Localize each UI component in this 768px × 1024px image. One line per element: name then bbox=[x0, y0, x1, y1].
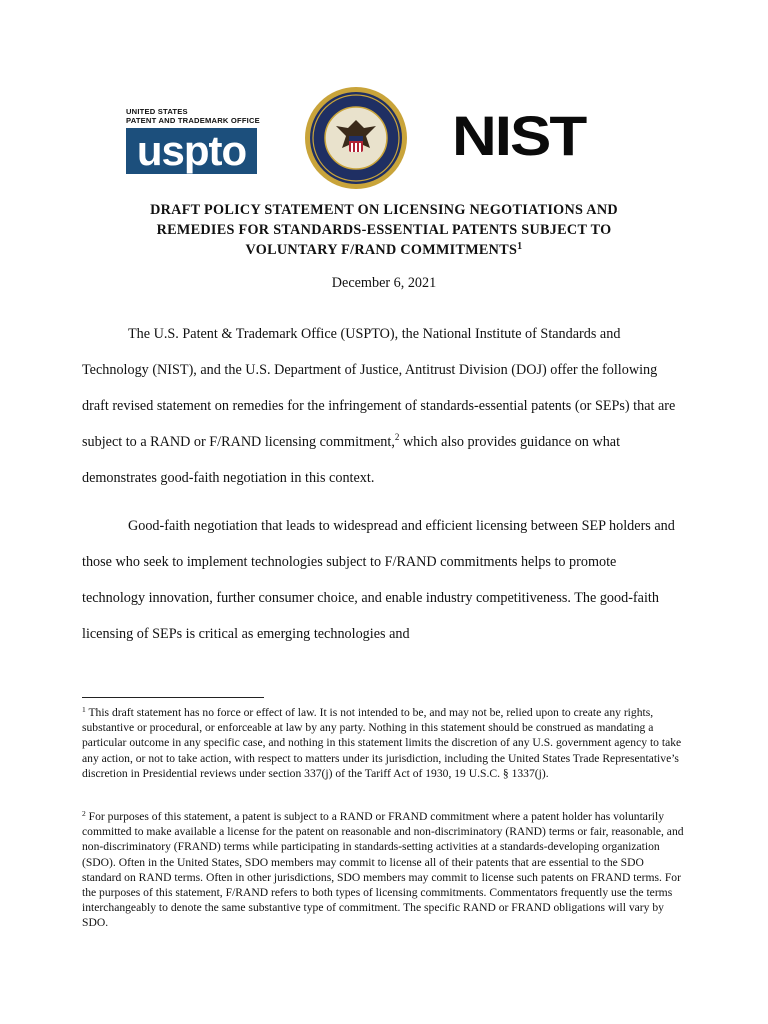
title-line bbox=[110, 240, 658, 260]
footnote-text: This draft statement has no force or effect of law. It is not intended to be, and may not be, relied upon to create any rights, substantive or procedural, or enforceable at law by any party. Nothing in this statement should be construed as mandating a particular outcome in any specific case, and nothing in this statement limits the discretion of any U.S. government agency to take any action, or not to take action, with respect to matters under its jurisdiction, including the United States Trade Representative’s discretion in Presidential reviews under section 337(j) of the Tariff Act of 1930, 19 U.S.C. § 1337(j). bbox=[82, 706, 682, 780]
footnote-1 bbox=[82, 705, 684, 781]
paragraph-1 bbox=[82, 316, 682, 496]
uspto-logo bbox=[126, 107, 258, 174]
uspto-logo-line2: PATENT AND TRADEMARK OFFICE bbox=[126, 116, 260, 125]
nist-wordmark: NIST bbox=[452, 105, 586, 168]
footnote-ref[interactable]: 1 bbox=[517, 241, 523, 252]
title-line: DRAFT POLICY STATEMENT ON LICENSING NEGOTIATIONS AND bbox=[150, 202, 618, 218]
footnote-ref[interactable]: 2 bbox=[394, 432, 400, 442]
uspto-logo-line1: UNITED STATES bbox=[126, 107, 188, 116]
title-line: REMEDIES FOR STANDARDS-ESSENTIAL PATENTS SUBJECT TO bbox=[156, 222, 612, 238]
department-of-justice-seal-icon bbox=[304, 86, 408, 190]
paragraph-1-text-cont: which also provides guidance on what demonstrates good-faith negotiation in this context. bbox=[82, 434, 621, 486]
document-title bbox=[110, 200, 658, 260]
footnote-text: For purposes of this statement, a patent is subject to a RAND or FRAND commitment where a patent holder has voluntarily committed to make available a license for the patent on reasonable and non-discriminatory (RAND) terms or fair, reasonable, and non-discriminatory (FRAND) terms while participating in standards-setting activities at a standards-developing organization (SDO). Often in the United States, SDO members may commit to license all of their patents that are essential to the SDO standard on RAND terms. Often in other jurisdictions, SDO members may commit to license such patents on FRAND terms. For the purposes of this statement, F/RAND refers to both types of licensing commitments. Commentators frequently use the terms interchangeably to denote the same substantive type of commitment. The specific RAND or FRAND obligations will vary by SDO. bbox=[82, 810, 684, 930]
footnote-marker: 1 bbox=[82, 705, 86, 714]
footnote-marker: 2 bbox=[82, 809, 86, 818]
document-body bbox=[82, 316, 682, 652]
footnote-2 bbox=[82, 809, 684, 931]
document-date: December 6, 2021 bbox=[331, 275, 437, 291]
uspto-wordmark: uspto bbox=[126, 128, 257, 174]
paragraph-2: Good-faith negotiation that leads to widespread and efficient licensing between SEP holders and those who seek to implement technologies subject to F/RAND commitments helps to promote technology innovation, further consumer choice, and enable industry competitiveness. The good-faith licensing of SEPs is critical as emerging technologies and bbox=[82, 518, 675, 642]
paragraph-1-text: The U.S. Patent & Trademark Office (USPTO), the National Institute of Standards and Technology (NIST), and the U.S. Department of Justice, Antitrust Division (DOJ) offer the following draft revised statement on remedies for the infringement of standards-essential patents (or SEPs) that are subject to a RAND or F/RAND licensing commitment, bbox=[82, 326, 676, 450]
footnote-divider bbox=[82, 697, 264, 698]
title-line-text: VOLUNTARY F/RAND COMMITMENTS bbox=[245, 242, 518, 258]
